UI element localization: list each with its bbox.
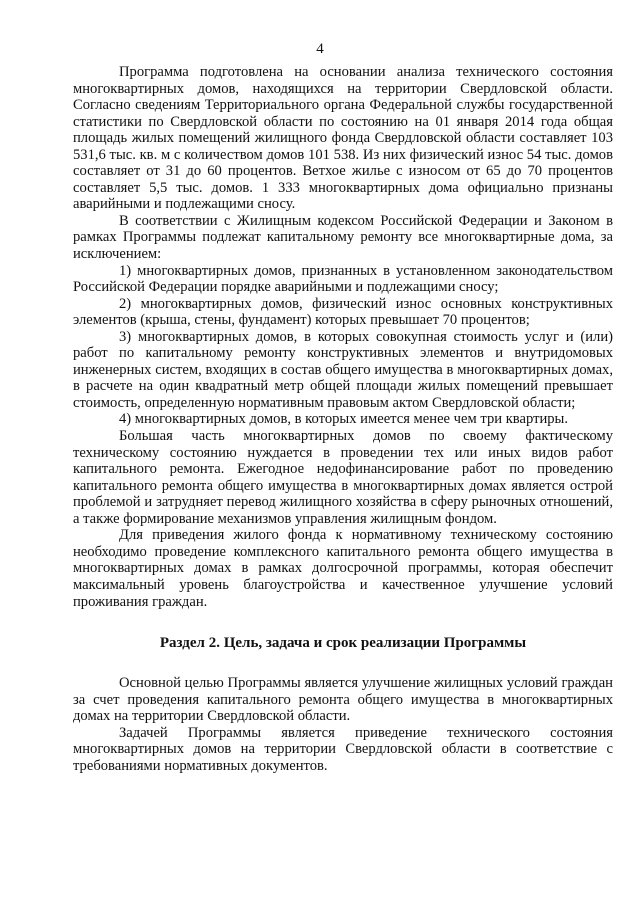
- paragraph-exceptions-intro: В соответствии с Жилищным кодексом Российской Федерации и Законом в рамках Программы подлежат капитальному ремонту все многоквартирные дома, за исключением:: [73, 212, 613, 263]
- list-item-exception-3: 3) многоквартирных домов, в которых совокупная стоимость услуг и (или) работ по капитальному ремонту конструктивных элементов и внутридомовых инженерных систем, входящих в состав общего имущества в многоквартирных домах, в расчете на один квадратный метр общей площади жилых помещений превышает стоимость, определенную нормативным правовым актом Свердловской области;: [73, 328, 613, 411]
- document-body: [73, 64, 613, 774]
- paragraph-comprehensive-repair: Для приведения жилого фонда к нормативному техническому состоянию необходимо проведение комплексного капитального ремонта общего имущества в многоквартирных домах в рамках долгосрочной программы, которая обеспечит максимальный уровень благоустройства и качественное улучшение условий проживания граждан.: [73, 527, 613, 610]
- spacer: [73, 610, 613, 634]
- paragraph-task: Задачей Программы является приведение технического состояния многоквартирных домов на территории Свердловской области в соответствие с требованиями нормативных документов.: [73, 724, 613, 774]
- paragraph-underfunding: Большая часть многоквартирных домов по своему фактическому техническому состоянию нуждается в проведении тех или иных видов работ капитального ремонта. Ежегодное недофинансирование работ по проведению капитального ремонта общего имущества в многоквартирных домах является острой проблемой и затрудняет перевод жилищного хозяйства в сферу рыночных отношений, а также формирование механизмов управления жилищным фондом.: [73, 428, 613, 527]
- section-heading: Раздел 2. Цель, задача и срок реализации Программы: [159, 635, 527, 652]
- list-item-exception-4: 4) многоквартирных домов, в которых имеется менее чем три квартиры.: [119, 411, 569, 428]
- paragraph-analysis: Программа подготовлена на основании анализа технического состояния многоквартирных домов, находящихся на территории Свердловской области. Согласно сведениям Территориального органа Федеральной службы государственной статистики по Свердловской области по состоянию на 01 января 2014 года общая площадь жилых помещений жилищного фонда Свердловской области составляет 103 531,6 тыс. кв. м с количеством домов 101 538. Из них физический износ 54 тыс. домов составляет от 31 до 60 процентов. Ветхое жилье с износом от 65 до 70 процентов составляет 5,5 тыс. домов. 1 333 многоквартирных дома официально признаны аварийными и подлежащими сносу.: [73, 64, 613, 213]
- list-item-exception-1: 1) многоквартирных домов, признанных в установленном законодательством Российской Федерации порядке аварийными и подлежащими сносу;: [73, 262, 613, 296]
- page-number: 4: [316, 41, 324, 57]
- paragraph-goal: Основной целью Программы является улучшение жилищных условий граждан за счет проведения капитального ремонта общего имущества в многоквартирных домах на территории Свердловской области.: [73, 675, 613, 725]
- list-item-exception-2: 2) многоквартирных домов, физический износ основных конструктивных элементов (крыша, стены, фундамент) которых превышает 70 процентов;: [73, 295, 613, 329]
- spacer: [73, 652, 613, 675]
